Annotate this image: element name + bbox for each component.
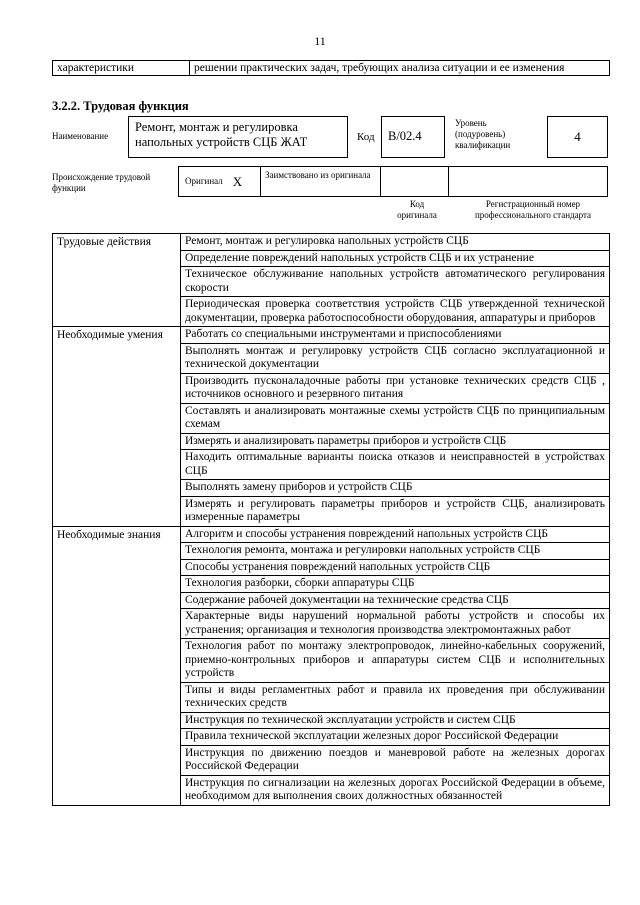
- required-knowledge-group: [53, 526, 609, 805]
- origin-reg-number-cell: [449, 167, 607, 196]
- code-label: Код: [357, 131, 375, 143]
- qualification-level-label: Уровень (подуровень) квалификации: [455, 118, 511, 150]
- table-row: Выполнять монтаж и регулировку устройств СЦБ согласно эксплуатационной и технической документации: [181, 343, 609, 373]
- origin-original-label: Оригинал: [185, 176, 223, 186]
- table-row: Технология работ по монтажу электропроводок, линейно-кабельных сооружений, приемно-контрольных приборов и аппаратуры систем СЦБ и исполнительных устройств: [181, 638, 609, 682]
- origin-code-caption: Код оригинала: [397, 199, 437, 220]
- table-row: Выполнять замену приборов и устройств СЦБ: [181, 479, 609, 496]
- group-label: Трудовые действия: [53, 234, 181, 326]
- table-row: Технология разборки, сборки аппаратуры СЦБ: [181, 575, 609, 592]
- origin-label: Происхождение трудовой функции: [52, 172, 151, 193]
- table-row: Типы и виды регламентных работ и правила их проведения при обслуживании технических средств: [181, 682, 609, 712]
- group-label: Необходимые знания: [53, 527, 181, 805]
- table-row: Инструкция по технической эксплуатации устройств и систем СЦБ: [181, 712, 609, 729]
- section-title: 3.2.2. Трудовая функция: [52, 99, 189, 113]
- labor-actions-group: [53, 234, 609, 326]
- table-row: Измерять и анализировать параметры приборов и устройств СЦБ: [181, 433, 609, 450]
- table-row: Технология ремонта, монтажа и регулировки напольных устройств СЦБ: [181, 542, 609, 559]
- table-row: Периодическая проверка соответствия устройств СЦБ утвержденной технической документации, проверка работоспособности оборудования, аппаратуры и приборов: [181, 296, 609, 326]
- table-row: Измерять и регулировать параметры приборов и устройств СЦБ, анализировать измеренные параметры: [181, 496, 609, 526]
- table-row: Содержание рабочей документации на технические средства СЦБ: [181, 592, 609, 609]
- table-row: Определение повреждений напольных устройств СЦБ и их устранение: [181, 250, 609, 267]
- function-code-box: B/02.4: [381, 116, 445, 158]
- continuation-row-label: характеристики: [53, 61, 190, 75]
- group-label: Необходимые умения: [53, 327, 181, 526]
- table-row: Работать со специальными инструментами и приспособлениями: [185, 328, 502, 340]
- table-row: Инструкция по сигнализации на железных дорогах Российской Федерации в объеме, необходимом для выполнения своих должностных обязанностей: [181, 775, 609, 805]
- origin-original-mark: X: [232, 173, 243, 189]
- table-row: Составлять и анализировать монтажные схемы устройств СЦБ по принципиальным схемам: [181, 403, 609, 433]
- qualification-level-box: 4: [547, 116, 608, 158]
- reg-number-caption: Регистрационный номер профессионального стандарта: [474, 199, 592, 220]
- table-row: Ремонт, монтаж и регулировка напольных устройств СЦБ: [185, 235, 469, 247]
- page-number: 11: [314, 34, 326, 48]
- table-row: Находить оптимальные варианты поиска отказов и неисправностей в устройствах СЦБ: [181, 449, 609, 479]
- continuation-row: [52, 60, 610, 76]
- table-row: Техническое обслуживание напольных устройств автоматического регулирования скорости: [181, 266, 609, 296]
- continuation-row-text: решении практических задач, требующих анализа ситуации и ее изменения: [194, 62, 565, 74]
- origin-borrowed-cell: Заимствовано из оригинала: [261, 167, 381, 196]
- origin-original-cell: [179, 167, 261, 196]
- table-row: Характерные виды нарушений нормальной работы устройств и способы их устранения; организация и технология производства электромонтажных работ: [181, 608, 609, 638]
- origin-code-cell: [381, 167, 449, 196]
- function-details-table: [52, 233, 610, 806]
- table-row: Инструкция по движению поездов и маневровой работе на железных дорогах Российской Федерации: [181, 745, 609, 775]
- table-row: Производить пусконаладочные работы при установке технических средств СЦБ , источников основного и резервного питания: [181, 373, 609, 403]
- function-name-box: Ремонт, монтаж и регулировка напольных устройств СЦБ ЖАТ: [128, 116, 348, 158]
- table-row: Алгоритм и способы устранения повреждений напольных устройств СЦБ: [185, 527, 549, 540]
- name-label: Наименование: [52, 131, 109, 141]
- table-row: Правила технической эксплуатации железных дорог Российской Федерации: [181, 728, 609, 745]
- table-row: Способы устранения повреждений напольных устройств СЦБ: [181, 559, 609, 576]
- origin-table: [178, 166, 608, 197]
- required-skills-group: [53, 326, 609, 526]
